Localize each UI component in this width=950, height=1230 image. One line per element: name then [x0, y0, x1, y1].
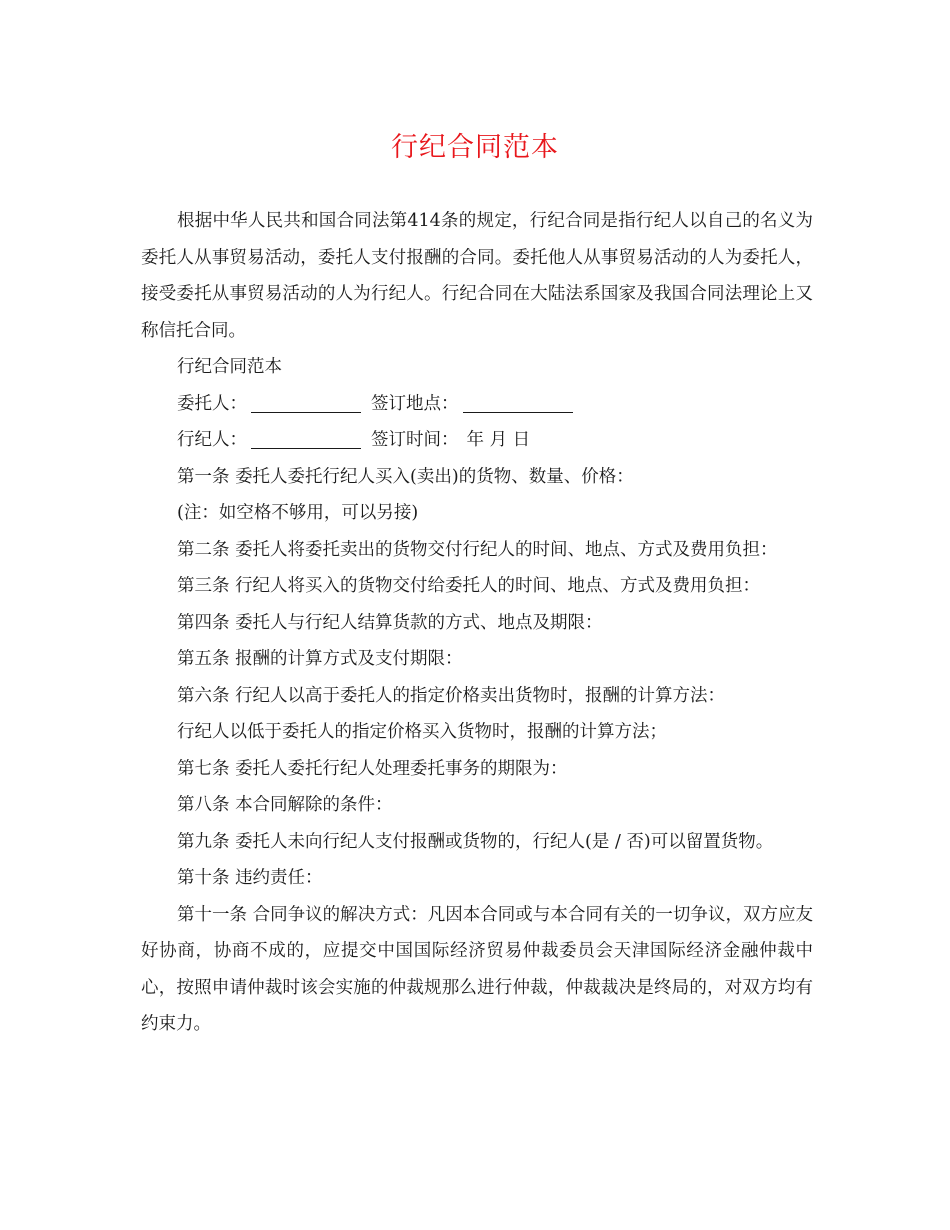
note-1: (注：如空格不够用，可以另接) — [177, 503, 419, 523]
document-title: 行纪合同范本 — [391, 132, 559, 163]
article-11: 第十一条 合同争议的解决方式：凡因本合同或与本合同有关的一切争议，双方应友好协商，协商不成的，应提交中国国际经济贸易仲裁委员会天津国际经济金融仲裁中心，按照申请仲裁时该会实施的仲裁规那么进行仲裁，仲裁裁决是终局的，对双方均有约束力。 — [141, 904, 813, 1034]
party-b-label: 行纪人： — [177, 430, 247, 450]
article-6: 第六条 行纪人以高于委托人的指定价格卖出货物时，报酬的计算方法： — [177, 685, 726, 706]
article-4: 第四条 委托人与行纪人结算货款的方式、地点及期限： — [177, 612, 603, 633]
article-5: 第五条 报酬的计算方式及支付期限： — [177, 649, 463, 669]
article-1: 第一条 委托人委托行纪人买入(卖出)的货物、数量、价格： — [177, 466, 634, 487]
sign-time-label: 签订时间： — [371, 430, 459, 450]
article-6b: 行纪人以低于委托人的指定价格买入货物时，报酬的计算方法； — [177, 722, 667, 742]
sign-date: 年 月 日 — [466, 430, 531, 450]
party-b-blank — [251, 426, 361, 449]
article-9: 第九条 委托人未向行纪人支付报酬或货物的，行纪人(是 / 否)可以留置货物。 — [177, 831, 774, 852]
party-a-blank — [251, 390, 361, 413]
article-8: 第八条 本合同解除的条件： — [177, 795, 393, 815]
article-2: 第二条 委托人将委托卖出的货物交付行纪人的时间、地点、方式及费用负担： — [177, 539, 778, 560]
sign-place-label: 签订地点： — [371, 393, 459, 414]
intro-paragraph: 根据中华人民共和国合同法第414条的规定，行纪合同是指行纪人以自己的名义为委托人从事贸易活动，委托人支付报酬的合同。委托他人从事贸易活动的人为委托人，接受委托从事贸易活动的人为行纪人。行纪合同在大陆法系国家及我国合同法理论上又称信托合同。 — [141, 211, 813, 341]
article-3: 第三条 行纪人将买入的货物交付给委托人的时间、地点、方式及费用负担： — [177, 576, 761, 596]
party-a-label: 委托人： — [177, 393, 247, 414]
article-10: 第十条 违约责任： — [177, 868, 323, 888]
sign-place-blank — [463, 390, 573, 413]
document-body — [141, 203, 813, 1043]
subtitle-line: 行纪合同范本 — [177, 357, 282, 377]
party-b-line — [141, 422, 813, 459]
article-7: 第七条 委托人委托行纪人处理委托事务的期限为： — [177, 758, 568, 779]
party-a-line — [141, 386, 813, 423]
